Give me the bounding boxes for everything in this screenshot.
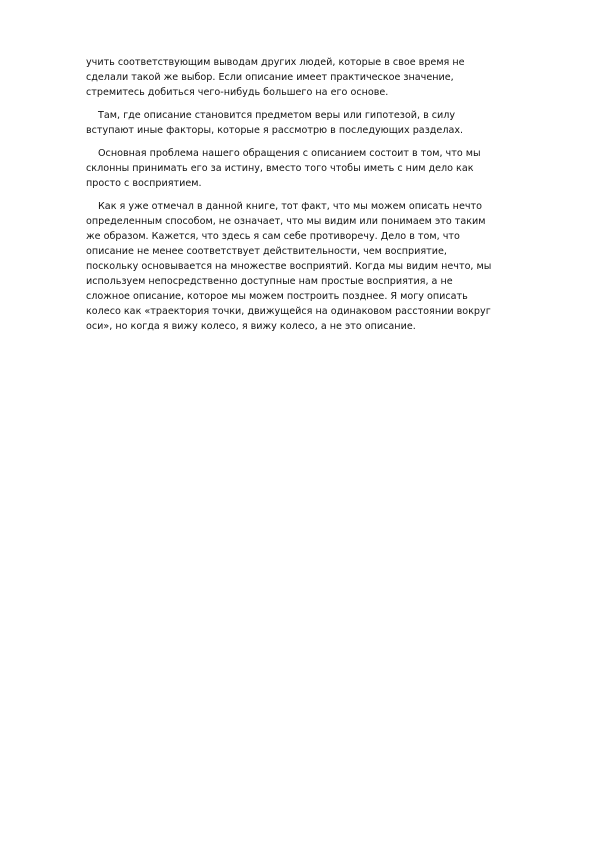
paragraph-1 xyxy=(86,55,526,100)
paragraph-4 xyxy=(86,199,526,334)
paragraph-3 xyxy=(86,146,526,191)
text-line: Там, где описание становится предметом веры или гипотезой, в силу xyxy=(98,110,456,121)
text-line: учить соответствующим выводам других людей, которые в свое время не xyxy=(86,57,465,68)
text-line: колесо как «траектория точки, движущейся на одинаковом расстоянии вокруг xyxy=(86,306,491,317)
text-line: Основная проблема нашего обращения с описанием состоит в том, что мы xyxy=(98,148,481,159)
text-line: вступают иные факторы, которые я рассмотрю в последующих разделах. xyxy=(86,125,464,136)
document-body xyxy=(86,55,526,342)
text-line: стремитесь добиться чего-нибудь большего на его основе. xyxy=(86,87,389,98)
text-line: определенным способом, не означает, что мы видим или понимаем это таким xyxy=(86,216,486,227)
text-line: используем непосредственно доступные нам простые восприятия, а не xyxy=(86,276,453,287)
text-line: описание не менее соответствует действительности, чем восприятие, xyxy=(86,246,447,257)
text-line: оси», но когда я вижу колесо, я вижу колесо, а не это описание. xyxy=(86,321,416,332)
text-line: сделали такой же выбор. Если описание имеет практическое значение, xyxy=(86,72,454,83)
text-line: же образом. Кажется, что здесь я сам себе противоречу. Дело в том, что xyxy=(86,231,460,242)
text-line: просто с восприятием. xyxy=(86,178,202,189)
text-line: склонны принимать его за истину, вместо того чтобы иметь с ним дело как xyxy=(86,163,474,174)
text-line: сложное описание, которое мы можем построить позднее. Я могу описать xyxy=(86,291,468,302)
paragraph-2 xyxy=(86,108,526,138)
text-line: поскольку основывается на множестве восприятий. Когда мы видим нечто, мы xyxy=(86,261,492,272)
text-line: Как я уже отмечал в данной книге, тот факт, что мы можем описать нечто xyxy=(98,201,482,212)
